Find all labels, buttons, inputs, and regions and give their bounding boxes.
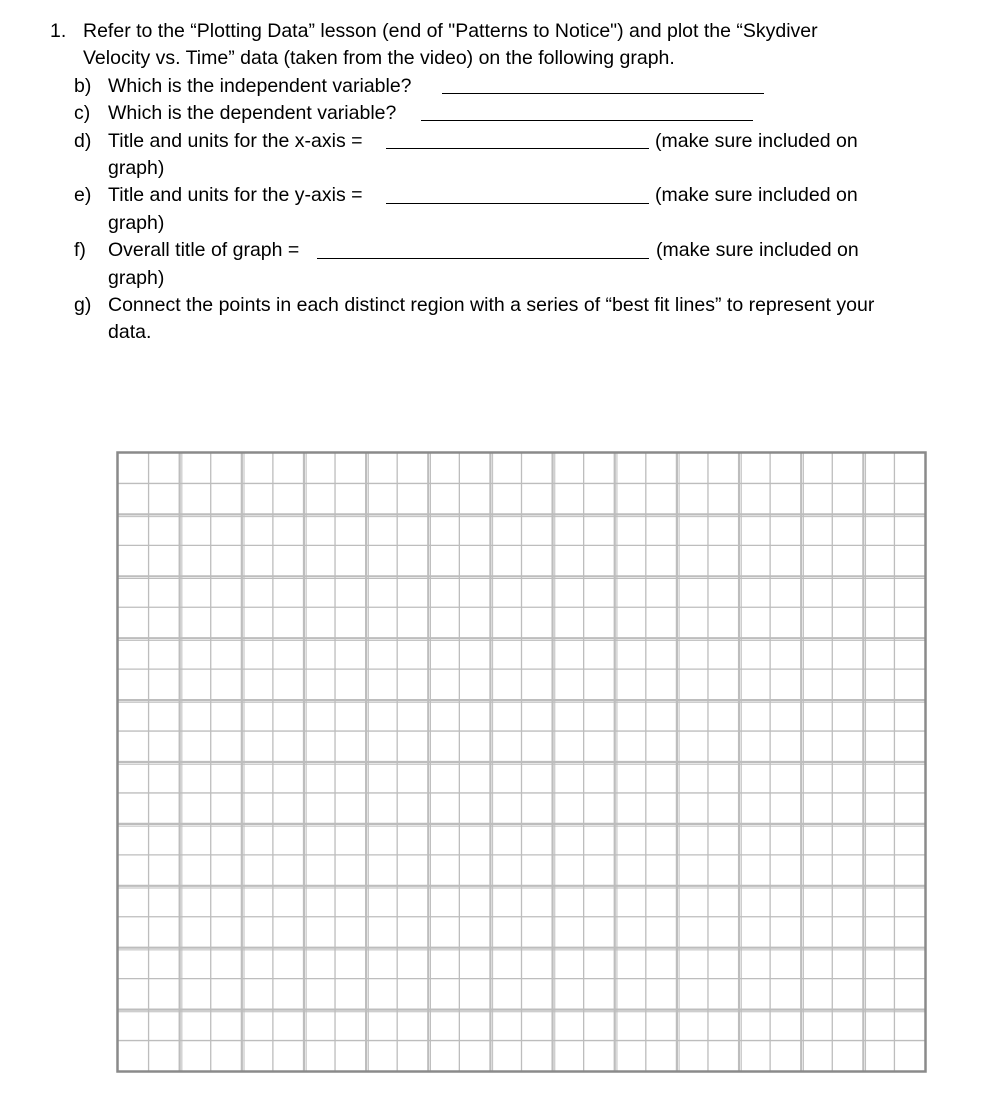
independent-variable-answer-line[interactable]	[442, 93, 764, 94]
question-number: 1.	[50, 20, 67, 42]
item-g-marker: g)	[74, 294, 92, 316]
item-e-marker: e)	[74, 184, 92, 206]
item-f-text: Overall title of graph =	[108, 239, 300, 261]
dependent-variable-answer-line[interactable]	[421, 120, 753, 121]
graph-paper-grid[interactable]	[116, 451, 927, 1073]
item-d-text: Title and units for the x-axis =	[108, 130, 363, 152]
item-f-marker: f)	[74, 239, 86, 261]
item-e-note: (make sure included on	[655, 184, 858, 206]
item-c-marker: c)	[74, 102, 91, 124]
item-d-marker: d)	[74, 130, 92, 152]
item-d-continuation: graph)	[108, 157, 165, 179]
item-g-text: Connect the points in each distinct region with a series of “best fit lines” to represent your	[108, 294, 875, 316]
item-f-continuation: graph)	[108, 267, 165, 289]
item-d-note: (make sure included on	[655, 130, 858, 152]
item-g-continuation: data.	[108, 321, 152, 343]
graph-title-answer-line[interactable]	[317, 258, 649, 259]
item-e-continuation: graph)	[108, 212, 165, 234]
item-b-marker: b)	[74, 75, 92, 97]
y-axis-title-answer-line[interactable]	[386, 203, 649, 204]
question-intro-line-2: Velocity vs. Time” data (taken from the video) on the following graph.	[83, 47, 675, 69]
item-b-text: Which is the independent variable?	[108, 75, 412, 97]
x-axis-title-answer-line[interactable]	[386, 148, 649, 149]
question-intro-line-1: Refer to the “Plotting Data” lesson (end of "Patterns to Notice") and plot the “Skydiver	[83, 20, 818, 42]
item-e-text: Title and units for the y-axis =	[108, 184, 363, 206]
item-c-text: Which is the dependent variable?	[108, 102, 397, 124]
item-f-note: (make sure included on	[656, 239, 859, 261]
